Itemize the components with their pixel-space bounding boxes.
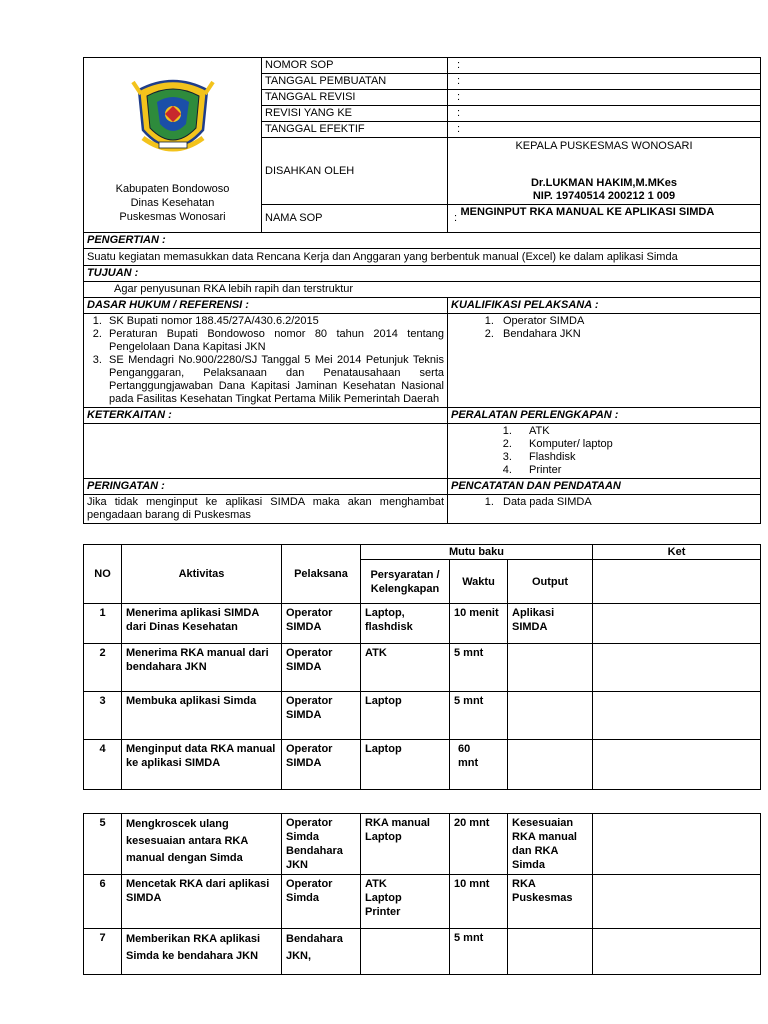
- kualifikasi-list: [451, 315, 757, 341]
- peralatan-item: 1. ATK: [515, 425, 757, 438]
- col-ket-header: Ket: [593, 545, 761, 560]
- row-aktivitas: Menerima RKA manual dari bendahara JKN: [122, 644, 282, 692]
- nama-sop-value: MENGINPUT RKA MANUAL KE APLIKASI SIMDA: [458, 205, 761, 233]
- col-persyaratan-header: Persyaratan / Kelengkapan: [361, 560, 450, 604]
- row-no: 7: [84, 929, 122, 975]
- row-persyaratan: [361, 929, 450, 975]
- row-output: RKA Puskesmas: [508, 875, 593, 929]
- tanggal-revisi-label: TANGGAL REVISI: [262, 90, 448, 106]
- reference-item: 2. Peraturan Bupati Bondowoso nomor 80 tahun 2014 tentang Pengelolaan Dana Kapitasi JKN: [105, 328, 444, 354]
- peralatan-heading: PERALATAN PERLENGKAPAN :: [448, 408, 761, 424]
- row-pelaksana: Operator Simda: [282, 875, 361, 929]
- pencatatan-item: 1. Data pada SIMDA: [497, 496, 757, 509]
- row-waktu: 20 mnt: [450, 814, 508, 875]
- table-row: [84, 604, 761, 644]
- row-pelaksana: Operator Simda Bendahara JKN: [282, 814, 361, 875]
- signatory-title: KEPALA PUSKESMAS WONOSARI: [515, 140, 693, 152]
- row-persyaratan: Laptop, flashdisk: [361, 604, 450, 644]
- keterkaitan-heading: KETERKAITAN :: [84, 408, 448, 424]
- dasar-hukum-heading: DASAR HUKUM / REFERENSI :: [84, 298, 448, 314]
- table-row: [84, 875, 761, 929]
- kualifikasi-item: 2. Bendahara JKN: [497, 328, 757, 341]
- kualifikasi-item: 1. Operator SIMDA: [497, 315, 757, 328]
- row-output: [508, 740, 593, 790]
- row-aktivitas: Menerima aplikasi SIMDA dari Dinas Kesehatan: [122, 604, 282, 644]
- dasar-hukum-list: [87, 315, 444, 406]
- kabupaten-bondowoso-emblem: [129, 72, 217, 166]
- row-ket: [593, 604, 761, 644]
- row-ket: [593, 692, 761, 740]
- row-waktu: 5 mnt: [450, 692, 508, 740]
- dasar-hukum-list-cell: [84, 314, 448, 408]
- table-row: [84, 644, 761, 692]
- tanggal-efektif-label: TANGGAL EFEKTIF: [262, 122, 448, 138]
- institution-caption: [87, 182, 258, 224]
- signatory-name: Dr.LUKMAN HAKIM,M.MKes: [530, 177, 678, 189]
- peralatan-item: 4. Printer: [515, 464, 757, 477]
- row-output: [508, 929, 593, 975]
- row-pelaksana: Operator SIMDA: [282, 692, 361, 740]
- nama-sop-sep: :: [448, 205, 458, 233]
- row-no: 6: [84, 875, 122, 929]
- peringatan-text: Jika tidak menginput ke aplikasi SIMDA maka akan menghambat pengadaan barang di Puskesmas: [84, 495, 448, 524]
- row-ket: [593, 644, 761, 692]
- col-aktivitas-header: Aktivitas: [122, 545, 282, 604]
- row-pelaksana: Operator SIMDA: [282, 644, 361, 692]
- tanggal-revisi-value: :: [448, 90, 761, 106]
- revisi-ke-label: REVISI YANG KE: [262, 106, 448, 122]
- tanggal-pembuatan-label: TANGGAL PEMBUATAN: [262, 74, 448, 90]
- col-waktu-header: Waktu: [450, 560, 508, 604]
- row-aktivitas: Mencetak RKA dari aplikasi SIMDA: [122, 875, 282, 929]
- row-ket: [593, 929, 761, 975]
- ket-subheader-empty: [593, 560, 761, 604]
- row-output: Aplikasi SIMDA: [508, 604, 593, 644]
- table-row: [84, 692, 761, 740]
- row-no: 4: [84, 740, 122, 790]
- col-pelaksana-header: Pelaksana: [282, 545, 361, 604]
- row-persyaratan: ATK: [361, 644, 450, 692]
- col-mutu-baku-header: Mutu baku: [361, 545, 593, 560]
- table-row: [84, 740, 761, 790]
- row-ket: [593, 740, 761, 790]
- peralatan-list-cell: [448, 424, 761, 479]
- row-output: [508, 692, 593, 740]
- signatory-nip: NIP. 19740514 200212 1 009: [532, 190, 676, 202]
- pencatatan-list: [451, 496, 757, 509]
- row-persyaratan: ATK Laptop Printer: [361, 875, 450, 929]
- peralatan-item: 2. Komputer/ laptop: [515, 438, 757, 451]
- pencatatan-list-cell: [448, 495, 761, 524]
- keterkaitan-content: [84, 424, 448, 479]
- col-output-header: Output: [508, 560, 593, 604]
- signatory-cell: [448, 138, 761, 205]
- row-no: 5: [84, 814, 122, 875]
- row-ket: [593, 875, 761, 929]
- reference-item: 3. SE Mendagri No.900/2280/SJ Tanggal 5 Mei 2014 Petunjuk Teknis Penganggaran, Pelaksanaan dan Penatausahaan serta Pertanggungjawaban Dana Kapitasi Jaminan Kesehatan Nasional pada Fasilitas Kesehatan Tingkat Pertama Milik Pemerintah Daerah: [105, 354, 444, 406]
- row-aktivitas: Memberikan RKA aplikasi Simda ke bendahara JKN: [122, 929, 282, 975]
- row-waktu: 5 mnt: [450, 644, 508, 692]
- caption-line: Puskesmas Wonosari: [119, 211, 226, 223]
- kualifikasi-list-cell: [448, 314, 761, 408]
- pencatatan-heading: PENCATATAN DAN PENDATAAN: [448, 479, 761, 495]
- disahkan-oleh-label: DISAHKAN OLEH: [262, 138, 448, 205]
- row-no: 2: [84, 644, 122, 692]
- peralatan-list: [451, 425, 757, 477]
- row-no: 3: [84, 692, 122, 740]
- row-no: 1: [84, 604, 122, 644]
- row-output: Kesesuaian RKA manual dan RKA Simda: [508, 814, 593, 875]
- reference-item: 1. SK Bupati nomor 188.45/27A/430.6.2/2015: [105, 315, 444, 328]
- row-persyaratan: Laptop: [361, 740, 450, 790]
- caption-line: Dinas Kesehatan: [130, 197, 215, 209]
- tanggal-efektif-value: :: [448, 122, 761, 138]
- table-row: [84, 814, 761, 875]
- logo-cell: [84, 58, 262, 233]
- activity-table-continued: [83, 813, 761, 975]
- sop-header-table: [83, 57, 761, 524]
- tujuan-heading: TUJUAN :: [84, 266, 761, 282]
- row-pelaksana: Operator SIMDA: [282, 604, 361, 644]
- row-persyaratan: RKA manual Laptop: [361, 814, 450, 875]
- kualifikasi-heading: KUALIFIKASI PELAKSANA :: [448, 298, 761, 314]
- nomor-sop-value: :: [448, 58, 761, 74]
- row-waktu: 60 mnt: [450, 740, 508, 790]
- row-aktivitas: Membuka aplikasi Simda: [122, 692, 282, 740]
- pengertian-text: Suatu kegiatan memasukkan data Rencana Kerja dan Anggaran yang berbentuk manual (Excel) ke dalam aplikasi Simda: [84, 249, 761, 266]
- nama-sop-label: NAMA SOP: [262, 205, 448, 233]
- peralatan-item: 3. Flashdisk: [515, 451, 757, 464]
- row-waktu: 10 menit: [450, 604, 508, 644]
- row-output: [508, 644, 593, 692]
- col-no-header: NO: [84, 545, 122, 604]
- activity-table: [83, 544, 761, 790]
- row-persyaratan: Laptop: [361, 692, 450, 740]
- tanggal-pembuatan-value: :: [448, 74, 761, 90]
- row-aktivitas: Mengkroscek ulang kesesuaian antara RKA manual dengan Simda: [122, 814, 282, 875]
- row-ket: [593, 814, 761, 875]
- row-waktu: 5 mnt: [450, 929, 508, 975]
- tujuan-text: Agar penyusunan RKA lebih rapih dan terstruktur: [84, 282, 761, 298]
- peringatan-heading: PERINGATAN :: [84, 479, 448, 495]
- row-pelaksana: Bendahara JKN,: [282, 929, 361, 975]
- row-pelaksana: Operator SIMDA: [282, 740, 361, 790]
- caption-line: Kabupaten Bondowoso: [115, 183, 230, 195]
- row-waktu: 10 mnt: [450, 875, 508, 929]
- pengertian-heading: PENGERTIAN :: [84, 233, 761, 249]
- table-row: [84, 929, 761, 975]
- nomor-sop-label: NOMOR SOP: [262, 58, 448, 74]
- row-aktivitas: Menginput data RKA manual ke aplikasi SIMDA: [122, 740, 282, 790]
- revisi-ke-value: :: [448, 106, 761, 122]
